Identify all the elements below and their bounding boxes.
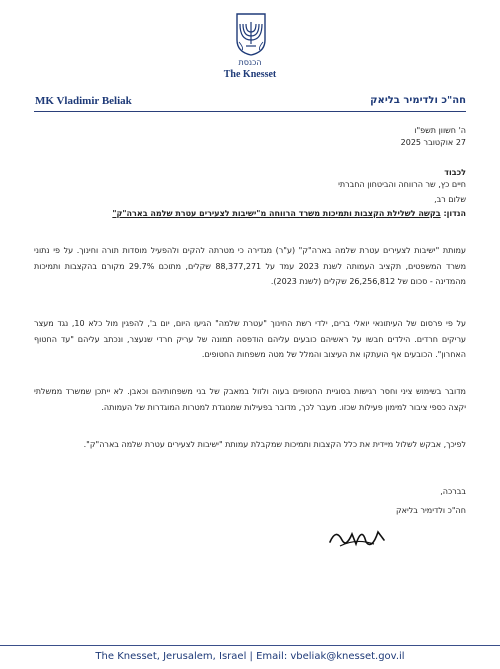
greeting: שלום רב, bbox=[434, 195, 466, 204]
hebrew-date: ה' חשוון תשפ"ו bbox=[414, 126, 466, 135]
gregorian-date: 27 אוקטובר 2025 bbox=[400, 138, 466, 147]
signer-name: חה"כ ולדימיר בליאק bbox=[395, 506, 466, 515]
body-paragraph: על פי פרסום של העיתונאי יואלי ברים, ילדי רשת החינוך "עטרת שלמה" הגיעו היום, יום ב', להפגין מול כלא 10, נגד מעצר עריקים חרדים. הילדים חבשו על ראשיהם כובעים עליהם הודפסה תמונה של עריק חרדי שנעצר, ונכתב עליהם "עד החטוף האחרון". הכובעים אף הועתקו את העיצוב והמלל של מטה משפחות החטופים. bbox=[34, 319, 466, 359]
header-divider bbox=[34, 111, 466, 112]
org-name-hebrew: הכנסת bbox=[238, 58, 262, 67]
recipient-label: לכבוד bbox=[444, 168, 466, 177]
body-paragraph: מדובר בשימוש ציני וחסר רגישות בסוגיית החטופים בעוה ולזול במאבק של בני משפחותיהם וכאבן. לא ייתכן שמשרד ממשלתי יקצה כספי ציבור למימון פעילות שכזו. מעבר לכך, מדובר בפעילות שמנוגדת למטרות המוגדרות של העמותה. bbox=[34, 387, 466, 412]
footer-divider bbox=[0, 645, 500, 646]
body-paragraph: עמותת "ישיבות לצעירים עטרת שלמה בארה"ק" (ע"ר) מגדירה כי מטרתה להקים ולהפעיל מוסדות תורה וחינוך. על פי נתוני משרד המשפטים, תקציב העמותה לשנת 2023 עמד על 88,377,271 שקלים, מתוכם 29.7% מקורם בהקצבות ותמיכות מהמדינה - סכום של 26,256,812 שקלים (לשנת 2023). bbox=[34, 246, 467, 286]
recipient-name: חיים כץ, שר הרווחה והביטחון החברתי bbox=[338, 180, 466, 189]
org-name-english: The Knesset bbox=[223, 69, 277, 80]
body-paragraph: לפיכך, אבקש לשלול מיידית את כלל הקצבות ותמיכות שמקבלת עמותת "ישיבות לצעירים עטרת שלמה בארה"ק". bbox=[83, 440, 466, 449]
mk-name-hebrew: חה"כ ולדימיר בליאק bbox=[370, 95, 466, 106]
handwritten-signature bbox=[322, 520, 392, 552]
subject-text: בקשה לשלילת הקצבות ותמיכות משרד הרווחה מ"ישיבות לצעירים עטרת שלמה בארה"ק" bbox=[112, 209, 441, 218]
menorah-emblem-icon bbox=[234, 12, 268, 56]
subject-line bbox=[34, 206, 466, 221]
closing: בברכה, bbox=[440, 487, 466, 496]
subject-label: הנדון: bbox=[443, 209, 466, 218]
footer-contact: The Knesset, Jerusalem, Israel | Email: vbeliak@knesset.gov.il bbox=[95, 651, 405, 662]
mk-name-english: MK Vladimir Beliak bbox=[35, 95, 132, 107]
